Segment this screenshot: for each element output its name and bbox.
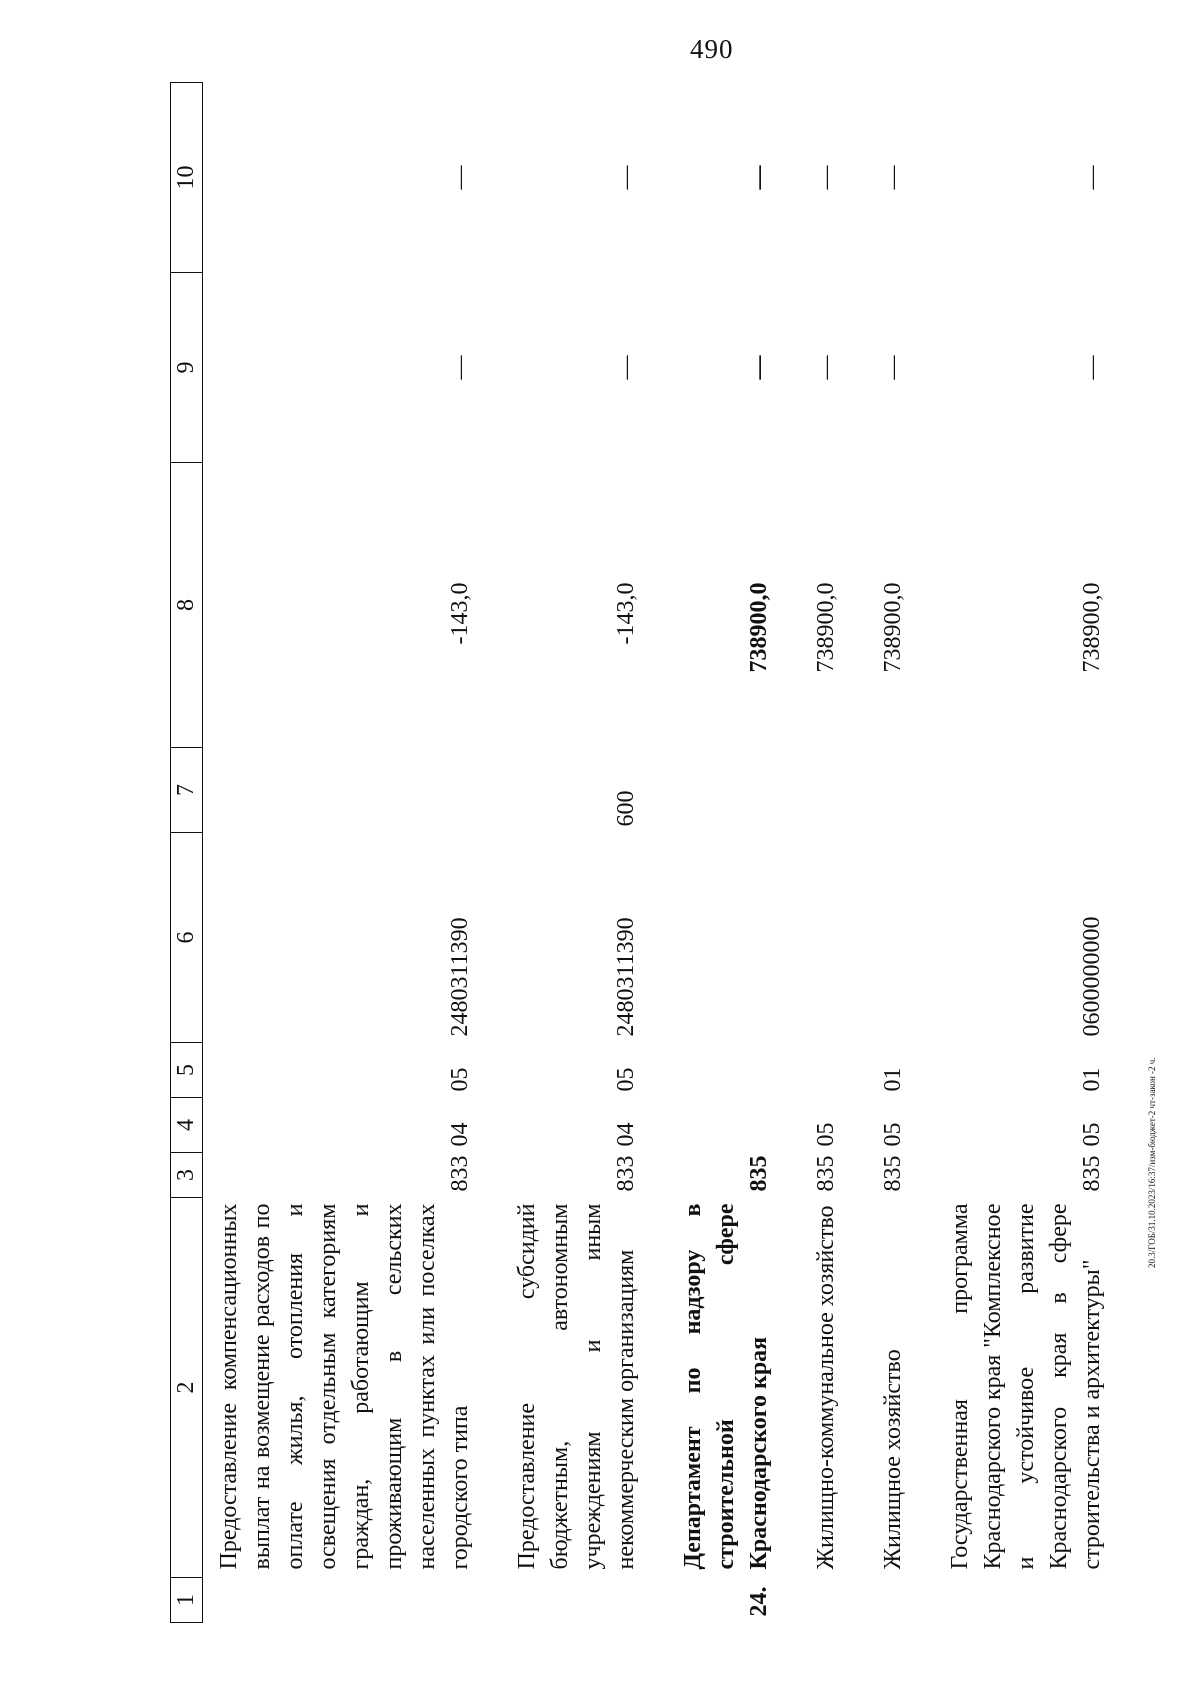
subsection-code-cell: 01 — [880, 1067, 906, 1092]
header-cell: 4 — [171, 1098, 203, 1153]
dash-cell: — — [880, 355, 906, 380]
target-article-cell — [667, 833, 800, 1043]
section-code-cell: 05 — [813, 1122, 839, 1147]
ministry-code-cell: 835 — [880, 1155, 906, 1192]
ministry-code-cell: 835 — [813, 1155, 839, 1192]
row-number-cell — [867, 1578, 934, 1623]
table-row-department — [667, 83, 800, 1623]
expense-type-cell — [203, 748, 502, 833]
header-cell: 7 — [171, 748, 203, 833]
dash-cell: — — [613, 165, 639, 190]
section-code-cell: 05 — [880, 1122, 906, 1147]
table-row — [203, 83, 502, 1623]
dash-cell: — — [813, 165, 839, 190]
dash-cell: — — [746, 165, 772, 190]
table-row — [501, 83, 667, 1623]
target-article-cell — [867, 833, 934, 1043]
expense-type-cell: 600 — [613, 790, 639, 827]
subsection-code-cell: 01 — [1079, 1067, 1105, 1092]
ministry-code-cell: 835 — [1079, 1155, 1105, 1192]
expense-name-cell: Департамент по надзору в строительной сфере Краснодарского края — [680, 1203, 772, 1570]
expense-name-cell: Предоставление компенсационных выплат на возмещение расходов по оплате жилья, отопления и освещения отдельным категориям граждан, работающим и проживающим в сельских населенных пунктах или поселках городского типа — [216, 1203, 473, 1570]
target-article-cell: 2480311390 — [613, 917, 639, 1037]
expense-name-cell: Предоставление субсидий бюджетным, автономным учреждениям и иным некоммерческим организациям — [514, 1203, 639, 1570]
subsection-code-cell — [800, 1043, 867, 1098]
dash-cell: — — [447, 165, 473, 190]
ministry-code-cell: 835 — [746, 1155, 772, 1192]
row-number-cell — [934, 1578, 1133, 1623]
table-row — [800, 83, 867, 1623]
header-cell: 5 — [171, 1043, 203, 1098]
header-cell: 6 — [171, 833, 203, 1043]
expense-name-cell: Жилищное хозяйство — [880, 1349, 906, 1570]
rotated-budget-table-area — [170, 83, 1170, 1623]
header-cell: 8 — [171, 463, 203, 748]
amount-cell: 738900,0 — [813, 582, 839, 673]
footer-document-code: 20.3/ГОБ/31.10.2023/16:37/изм-бюджет-2 чт-закон -2 ч. — [1147, 1057, 1157, 1268]
target-article-cell — [800, 833, 867, 1043]
section-code-cell — [667, 1098, 800, 1153]
row-number-cell: 24. — [746, 1586, 772, 1617]
header-cell: 1 — [171, 1578, 203, 1623]
row-number-cell — [800, 1578, 867, 1623]
page-number: 490 — [690, 34, 734, 64]
ministry-code-cell: 833 — [613, 1155, 639, 1192]
table-row — [934, 83, 1133, 1623]
target-article-cell: 2480311390 — [447, 917, 473, 1037]
subsection-code-cell: 05 — [447, 1067, 473, 1092]
amount-cell: 738900,0 — [880, 582, 906, 673]
section-code-cell: 04 — [613, 1122, 639, 1147]
header-cell: 9 — [171, 273, 203, 463]
amount-cell: 738900,0 — [1079, 582, 1105, 673]
header-cell: 10 — [171, 83, 203, 273]
expense-type-cell — [934, 748, 1133, 833]
amount-cell: -143,0 — [613, 582, 639, 645]
expense-type-cell — [667, 748, 800, 833]
ministry-code-cell: 833 — [447, 1155, 473, 1192]
dash-cell: — — [447, 355, 473, 380]
expense-name-cell: Государственная программа Краснодарского края "Комплексное и устойчивое развитие Краснодарского края в сфере строительства и архитектуры" — [947, 1203, 1105, 1570]
budget-table — [170, 82, 1133, 1623]
dash-cell: — — [1079, 165, 1105, 190]
expense-name-cell: Жилищно-коммунальное хозяйство — [813, 1205, 839, 1570]
target-article-cell: 0600000000 — [1079, 916, 1105, 1037]
dash-cell: — — [813, 355, 839, 380]
header-cell: 3 — [171, 1153, 203, 1198]
expense-type-cell — [800, 748, 867, 833]
table-row — [867, 83, 934, 1623]
row-number-cell — [501, 1578, 667, 1623]
expense-type-cell — [867, 748, 934, 833]
dash-cell: — — [613, 355, 639, 380]
dash-cell: — — [1079, 355, 1105, 380]
subsection-code-cell: 05 — [613, 1067, 639, 1092]
dash-cell: — — [880, 165, 906, 190]
subsection-code-cell — [667, 1043, 800, 1098]
section-code-cell: 05 — [1079, 1122, 1105, 1147]
row-number-cell — [203, 1578, 502, 1623]
amount-cell: -143,0 — [447, 582, 473, 645]
amount-cell: 738900,0 — [746, 582, 772, 673]
section-code-cell: 04 — [447, 1122, 473, 1147]
header-cell: 2 — [171, 1198, 203, 1578]
dash-cell: — — [746, 355, 772, 380]
column-number-header-row — [171, 83, 203, 1623]
